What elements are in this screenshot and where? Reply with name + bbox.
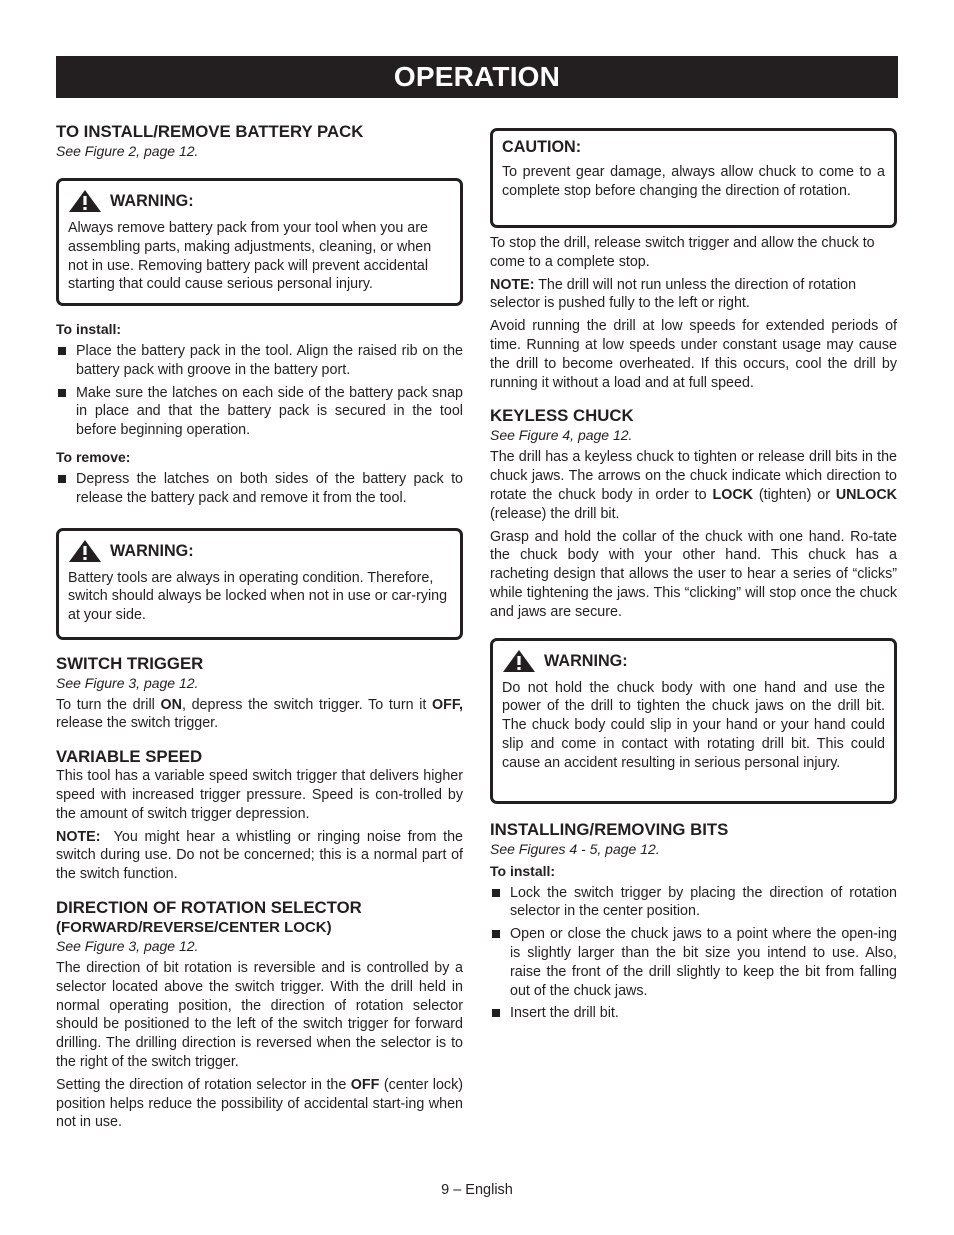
switch-ref: See Figure 3, page 12. bbox=[56, 674, 199, 691]
keyless-text-2: Grasp and hold the collar of the chuck with one hand. Ro-tate the chuck body with your other hand. This chuck has a racheting design that allows the user to hear a series of “clicks” while tightening the jaws. This “clicking” will stop once the chuck and jaws are secure. bbox=[490, 528, 897, 620]
page-banner: OPERATION bbox=[56, 56, 898, 98]
direction-heading: DIRECTION OF ROTATION SELECTOR bbox=[56, 897, 362, 917]
keyless-ref: See Figure 4, page 12. bbox=[490, 427, 633, 444]
square-bullet-icon bbox=[492, 1009, 500, 1017]
list-item: Open or close the chuck jaws to a point where the open-ing is slightly larger than the bit size you intend to use. Also, raise the front of the drill slightly to keep the bit from falling out of the chuck jaws. bbox=[490, 925, 897, 1000]
stop-text: To stop the drill, release switch trigger and allow the chuck to come to a complete stop. bbox=[490, 235, 875, 270]
warning-title bbox=[68, 189, 451, 213]
list-item: Place the battery pack in the tool. Align the raised rib on the battery pack with groove in the battery port. bbox=[56, 342, 463, 380]
remove-list bbox=[56, 470, 463, 508]
install-list bbox=[56, 342, 463, 440]
direction-subheading: (FORWARD/REVERSE/CENTER LOCK) bbox=[56, 918, 332, 936]
square-bullet-icon bbox=[492, 889, 500, 897]
variable-heading: VARIABLE SPEED bbox=[56, 747, 203, 767]
warning-box-battery-tools bbox=[56, 528, 463, 640]
warning-text: Always remove battery pack from your tool when you are assembling parts, making adjustments, cleaning, or when not in use. Removing battery pack will prevent accidental starting that could cause serious personal injury. bbox=[68, 220, 432, 293]
install-label: To install: bbox=[56, 321, 122, 337]
square-bullet-icon bbox=[58, 475, 66, 483]
warning-box-battery bbox=[56, 178, 463, 306]
bits-install-label: To install: bbox=[490, 862, 556, 879]
switch-text: To turn the drill ON, depress the switch trigger. To turn it OFF, release the switch trigger. bbox=[56, 696, 463, 732]
caution-title-text: CAUTION: bbox=[502, 138, 582, 156]
keyless-heading: KEYLESS CHUCK bbox=[490, 406, 634, 426]
warning-triangle-icon bbox=[502, 649, 536, 673]
caution-text: To prevent gear damage, always allow chuck to come to a complete stop before changing the direction of rotation. bbox=[502, 164, 885, 199]
warning-title bbox=[68, 539, 451, 563]
battery-heading: TO INSTALL/REMOVE BATTERY PACK bbox=[56, 122, 364, 141]
keyless-text: The drill has a keyless chuck to tighten or release drill bits in the chuck jaws. The arrows on the chuck indicate which direction to rotate the chuck body in order to LOCK (tighten) or UNLOCK (release) the drill bit. bbox=[490, 449, 898, 522]
list-item: Lock the switch trigger by placing the direction of rotation selector in the center position. bbox=[490, 884, 897, 922]
low-speed-text: Avoid running the drill at low speeds for extended periods of time. Running at low speeds under constant usage may cause the drill to become overheated. If this occurs, cool the drill by running it without a load and at full speed. bbox=[490, 318, 897, 391]
list-item: Insert the drill bit. bbox=[490, 1004, 897, 1023]
direction-ref: See Figure 3, page 12. bbox=[56, 937, 199, 954]
right-column bbox=[490, 128, 897, 1027]
warning-text: Battery tools are always in operating condition. Therefore, switch should always be locked when not in use or car-rying at your side. bbox=[68, 569, 448, 624]
warning-box-chuck bbox=[490, 638, 897, 804]
square-bullet-icon bbox=[492, 930, 500, 938]
remove-label: To remove: bbox=[56, 448, 131, 465]
switch-heading: SWITCH TRIGGER bbox=[56, 653, 204, 673]
warning-triangle-icon bbox=[68, 189, 102, 213]
page-footer: 9 – English bbox=[441, 1182, 513, 1198]
variable-text: This tool has a variable speed switch trigger that delivers higher speed with increased trigger pressure. Speed is con-trolled by the amount of switch trigger depression. bbox=[56, 768, 463, 822]
caution-title bbox=[502, 137, 885, 157]
warning-title-text: WARNING: bbox=[110, 192, 194, 210]
bits-ref: See Figures 4 - 5, page 12. bbox=[490, 840, 660, 857]
warning-text: Do not hold the chuck body with one hand and use the power of the drill to tighten the chuck jaws on the drill bit. The chuck body could slip in your hand or your hand could slip and come in contact with rotating drill bit. This could cause an accident resulting in serious personal injury. bbox=[502, 679, 885, 771]
battery-ref: See Figure 2, page 12. bbox=[56, 143, 199, 159]
caution-box bbox=[490, 128, 897, 228]
variable-note: NOTE: You might hear a whistling or ringing noise from the switch during use. Do not be concerned; this is a normal part of the switch function. bbox=[56, 828, 467, 883]
list-item: Make sure the latches on each side of the battery pack snap in place and that the battery pack is secured in the tool before beginning operation. bbox=[56, 384, 463, 440]
list-item: Depress the latches on both sides of the battery pack to release the battery pack and remove it from the tool. bbox=[56, 470, 463, 508]
warning-title-text: WARNING: bbox=[110, 541, 194, 560]
warning-title-text: WARNING: bbox=[544, 651, 628, 670]
direction-text-2: Setting the direction of rotation selector in the OFF (center lock) position helps reduce the possibility of accidental start-ing when not in use. bbox=[56, 1076, 463, 1131]
left-column bbox=[56, 122, 467, 1132]
rotation-note: NOTE: The drill will not run unless the direction of rotation selector is pushed fully to the left or right. bbox=[490, 276, 857, 312]
square-bullet-icon bbox=[58, 347, 66, 355]
bits-heading: INSTALLING/REMOVING BITS bbox=[490, 819, 729, 839]
bits-install-list bbox=[490, 884, 897, 1024]
direction-text: The direction of bit rotation is reversible and is controlled by a selector located above the switch trigger. With the drill held in normal operating position, the direction of rotation selector should be positioned to the left of the switch trigger for forward drilling. The drilling direction is reversed when the selector is to the right of the switch trigger. bbox=[56, 959, 463, 1070]
square-bullet-icon bbox=[58, 389, 66, 397]
warning-title bbox=[502, 649, 885, 673]
warning-triangle-icon bbox=[68, 539, 102, 563]
